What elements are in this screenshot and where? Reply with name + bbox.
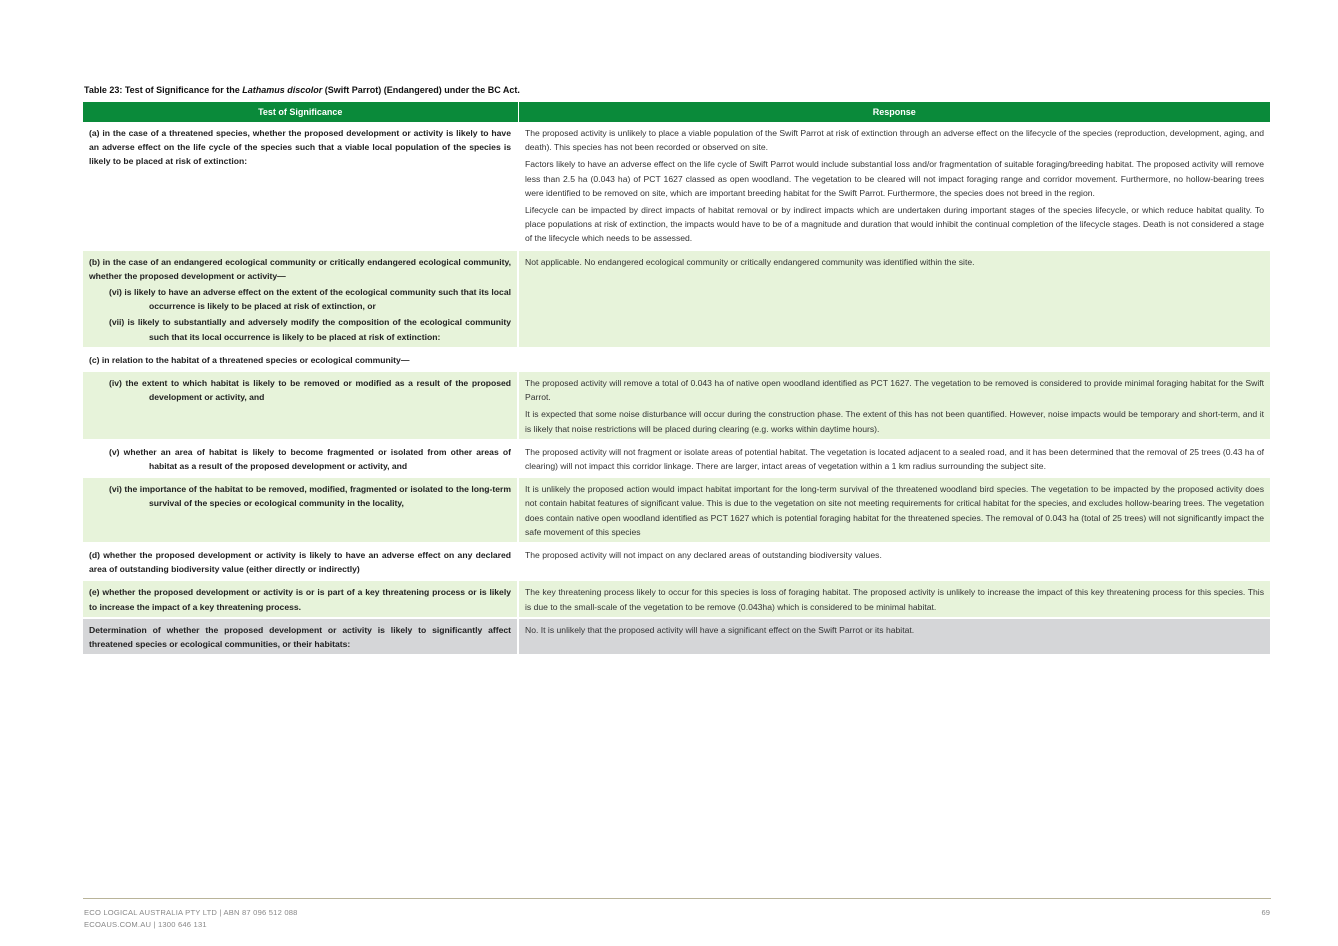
question-c-v (83, 440, 518, 477)
question-b-main: (b) in the case of an endangered ecological community or critically endangered ecological community, whether the proposed development or activity— (89, 256, 511, 281)
caption-suffix: (Swift Parrot) (Endangered) under the BC Act. (322, 85, 520, 95)
response-c-iv (518, 371, 1270, 440)
table-row-c-v (83, 440, 1270, 477)
caption-species-latin: Lathamus discolor (242, 85, 323, 95)
response-d: The proposed activity will not impact on any declared areas of outstanding biodiversity values. (518, 543, 1270, 580)
question-c: (c) in relation to the habitat of a threatened species or ecological community— (83, 348, 518, 371)
question-b (83, 250, 518, 348)
question-a: (a) in the case of a threatened species, whether the proposed development or activity is likely to have an adverse effect on the life cycle of the species such that a viable local population of the species is likely to be placed at risk of extinction: (83, 122, 518, 250)
response-determination: No. It is unlikely that the proposed activity will have a significant effect on the Swift Parrot or its habitat. (518, 618, 1270, 655)
table-row-c (83, 348, 1270, 371)
response-c-iv-para-1: The proposed activity will remove a total of 0.043 ha of native open woodland identified as PCT 1627. The vegetation to be removed is considered to provide minimal foraging habitat for the Swift Parrot. (525, 378, 1264, 403)
question-c-iv (83, 371, 518, 440)
response-a (518, 122, 1270, 250)
header-test-of-significance: Test of Significance (83, 102, 518, 122)
question-c-iv-text: (iv) the extent to which habitat is likely to be removed or modified as a result of the proposed development or activity, and (109, 378, 511, 403)
table-header-row (83, 102, 1270, 122)
table-caption (84, 85, 520, 95)
question-c-vi-text: (vi) the importance of the habitat to be removed, modified, fragmented or isolated to the long-term survival of the species or ecological community in the locality, (109, 484, 511, 509)
response-a-para-3: Lifecycle can be impacted by direct impacts of habitat removal or by indirect impacts which are undertaken during important stages of the species lifecycle, or which reduce habitat quality. To place populations at risk of extinction, the impacts would have to be of a magnitude and duration that would inhibit the continual completion of the lifecycle stages. Death is not considered a stage of the lifecycle which needs to be assessed. (525, 205, 1264, 244)
question-b-sub-vii: (vii) is likely to substantially and adversely modify the composition of the ecological community such that its local occurrence is likely to be placed at risk of extinction: (109, 317, 511, 342)
footer-company: ECO LOGICAL AUSTRALIA PTY LTD | ABN 87 096 512 088 (84, 908, 298, 917)
question-e: (e) whether the proposed development or activity is or is part of a key threatening process or is likely to increase the impact of a key threatening process. (83, 580, 518, 617)
table-row-determination (83, 618, 1270, 655)
question-d: (d) whether the proposed development or activity is likely to have an adverse effect on any declared area of outstanding biodiversity value (either directly or indirectly) (83, 543, 518, 580)
significance-table (83, 102, 1270, 656)
caption-prefix: Table 23: Test of Significance for the (84, 85, 243, 95)
header-response: Response (518, 102, 1270, 122)
table-row-e (83, 580, 1270, 617)
page-number: 69 (1261, 908, 1270, 917)
footer-contact: ECOAUS.COM.AU | 1300 646 131 (84, 920, 207, 929)
table-row-c-vi (83, 477, 1270, 543)
question-c-v-text: (v) whether an area of habitat is likely to become fragmented or isolated from other areas of habitat as a result of the proposed development or activity, and (109, 446, 511, 472)
response-a-para-1: The proposed activity is unlikely to place a viable population of the Swift Parrot at risk of extinction through an adverse effect on the lifecycle of the species (reproduction, development, aging, and death). This species has not been recorded or observed on site. (525, 128, 1264, 153)
table-row-b (83, 250, 1270, 348)
table-row-a (83, 122, 1270, 250)
response-b: Not applicable. No endangered ecological community or critically endangered community was identified within the site. (518, 250, 1270, 348)
footer-divider (83, 898, 1271, 899)
response-a-para-2: Factors likely to have an adverse effect on the life cycle of Swift Parrot would include substantial loss and/or fragmentation of suitable foraging/breeding habitat. The proposed activity will remove less than 2.5 ha (0.043 ha) of PCT 1627 classed as open woodland. The vegetation to be cleared will not impact foraging range and corridor movement. Furthermore, no hollow-bearing trees were identified to be removed on site, which are important breeding habitat for the Swift Parrot. Furthermore, the species does not breed in the region. (525, 159, 1264, 198)
response-c-empty (518, 348, 1270, 371)
question-b-sub-vi: (vi) is likely to have an adverse effect on the extent of the ecological community such that its local occurrence is likely to be placed at risk of extinction, or (109, 287, 511, 312)
response-c-vi: It is unlikely the proposed action would impact habitat important for the long-term survival of the threatened woodland bird species. The vegetation to be impacted by the proposed activity does not contain habitat features of significant value. This is due to the vegetation on site not meeting requirements for critical habitat for the species, and excludes hollow-bearing trees. The vegetation does contain native open woodland identified as PCT 1627 which is potential foraging habitat for the threatened species. The removal of 0.043 ha (total of 25 trees) will not significantly impact the safe movement of this species (518, 477, 1270, 543)
response-c-v: The proposed activity will not fragment or isolate areas of potential habitat. The vegetation is located adjacent to a sealed road, and it has been determined that the removal of 25 trees (0.43 ha of clearing) will not impact this corridor linkage. There are larger, intact areas of vegetation within a 1 km radius surrounding the subject site. (518, 440, 1270, 477)
response-c-iv-para-2: It is expected that some noise disturbance will occur during the construction phase. The extent of this has not been quantified. However, noise impacts would be temporary and short-term, and it is likely that noise restrictions will be placed during clearing (e.g. works within daytime hours). (525, 409, 1264, 434)
table-row-d (83, 543, 1270, 580)
question-determination: Determination of whether the proposed development or activity is likely to significantly affect threatened species or ecological communities, or their habitats: (83, 618, 518, 655)
question-c-vi (83, 477, 518, 543)
response-e: The key threatening process likely to occur for this species is loss of foraging habitat. The proposed activity is unlikely to increase the impact of this key threatening process for this species. This is due to the small-scale of the vegetation to be remove (0.043ha) which is considered to be minimal habitat. (518, 580, 1270, 617)
table-row-c-iv (83, 371, 1270, 440)
